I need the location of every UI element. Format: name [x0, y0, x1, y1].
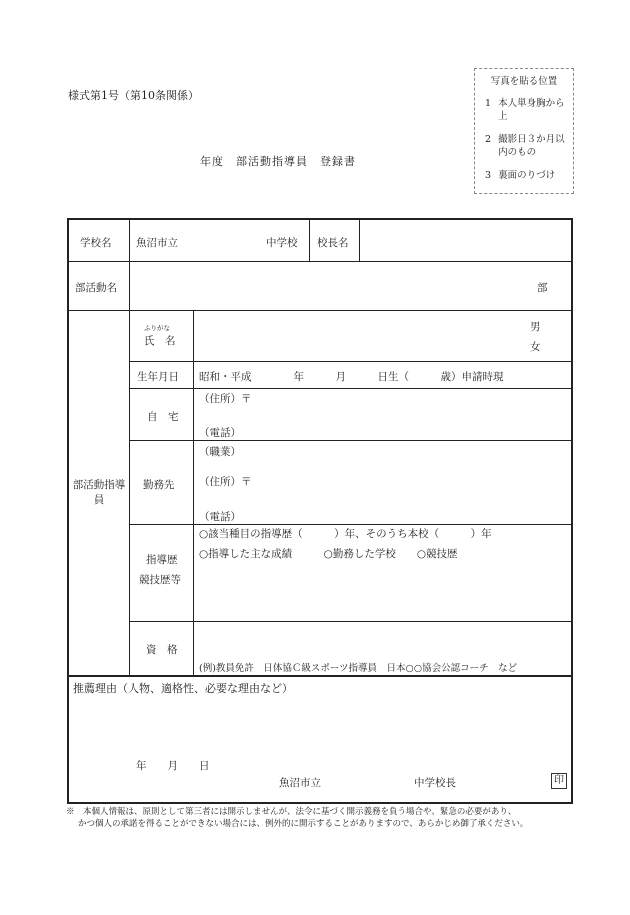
gender-female-option[interactable]: 女	[530, 341, 541, 353]
signature-city: 魚沼市立	[279, 777, 321, 789]
dob-field[interactable]: 昭和・平成 年 月 日生（ 歳）申請時現	[199, 371, 504, 383]
history-label: 指導歴	[146, 554, 178, 566]
photo-box-item-1	[485, 97, 569, 123]
recommendation-label: 推薦理由（人物、適格性、必要な理由など）	[73, 682, 293, 695]
home-label: 自 宅	[147, 411, 179, 423]
school-suffix-text: 中学校	[266, 237, 298, 249]
photo-box-item-3	[485, 169, 569, 182]
photo-item-number: 2	[485, 134, 492, 145]
name-label: 氏 名	[144, 335, 176, 347]
photo-item-number: 1	[485, 98, 492, 109]
photo-box-item-2	[485, 133, 569, 159]
workplace-label: 勤務先	[143, 479, 175, 491]
principal-name-field[interactable]	[361, 221, 569, 259]
history-line-2[interactable]: ○指導した主な成績 ○勤務した学校 ○競技歴	[199, 548, 458, 560]
principal-name-label: 校長名	[317, 237, 349, 249]
dob-label: 生年月日	[137, 371, 179, 383]
work-phone-field[interactable]: （電話）	[199, 511, 241, 523]
seal-mark: 印	[551, 773, 567, 789]
instructor-label: 部活動指導員	[72, 479, 126, 506]
photo-item-number: 3	[485, 170, 492, 181]
privacy-note-line-2: かつ個人の承諾を得ることができない場合には、例外的に開示することがありますので、あらかじめ御了承ください。	[78, 819, 529, 829]
document-title: 年度 部活動指導員 登録書	[200, 155, 356, 168]
photo-box-title: 写真を貼る位置	[490, 76, 558, 87]
qualification-field[interactable]	[196, 623, 568, 655]
work-address-field[interactable]: （住所）〒	[199, 476, 252, 488]
school-name-label: 学校名	[80, 237, 112, 249]
school-name-field[interactable]	[190, 221, 265, 259]
history-line-1[interactable]: ○該当種目の指導歴（ ）年、そのうち本校（ ）年	[199, 528, 492, 540]
name-field[interactable]	[196, 313, 516, 359]
club-name-label: 部活動名	[75, 282, 117, 294]
home-address-field[interactable]: （住所）〒	[199, 393, 252, 405]
school-city-text: 魚沼市立	[136, 237, 178, 249]
gender-male-option[interactable]: 男	[530, 321, 541, 333]
furigana-label: ふりがな	[144, 324, 170, 332]
recommendation-date[interactable]: 年 月 日	[136, 760, 210, 772]
competition-history-label: 競技歴等	[139, 574, 181, 586]
club-name-field[interactable]	[132, 264, 532, 308]
occupation-field[interactable]: （職業）	[199, 446, 241, 458]
photo-item-text: 裏面のりづけ	[498, 170, 556, 181]
privacy-note-line-1: ※ 本個人情報は、原則として第三者には開示しませんが、法令に基づく開示義務を負う場合や、緊急の必要があり、	[66, 807, 517, 817]
home-phone-field[interactable]: （電話）	[199, 427, 241, 439]
qualification-label: 資 格	[146, 644, 178, 656]
photo-placement-box	[474, 68, 574, 194]
form-number: 様式第1号（第10条関係）	[68, 89, 199, 102]
recommendation-field[interactable]	[73, 698, 567, 750]
qualification-example: (例)教員免許 日体協Ｃ級スポーツ指導員 日本○○協会公認コーチ など	[199, 663, 518, 674]
club-suffix-text: 部	[537, 282, 548, 294]
photo-item-text: 本人単身胸から上	[498, 98, 565, 122]
signature-principal: 中学校長	[414, 777, 456, 789]
privacy-note	[66, 806, 586, 830]
photo-item-text: 撮影日３か月以内のもの	[498, 134, 565, 158]
